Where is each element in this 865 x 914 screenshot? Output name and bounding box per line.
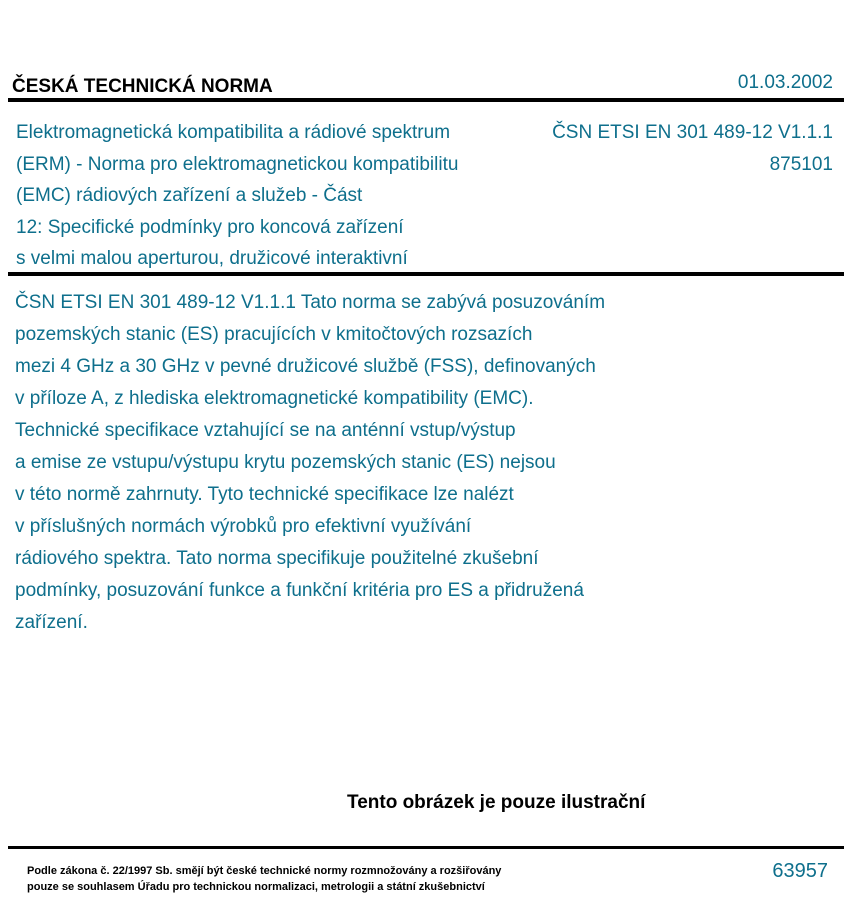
- copyright-notice: [27, 863, 501, 895]
- standard-title-line: 12: Specifické podmínky pro koncová zařízení: [16, 216, 404, 238]
- abstract-line: v této normě zahrnuty. Tyto technické specifikace lze nalézt: [15, 484, 514, 505]
- abstract-line: podmínky, posuzování funkce a funkční kritéria pro ES a přidružená: [15, 580, 584, 601]
- standard-identifiers: [552, 117, 833, 180]
- standard-title-line: s velmi malou aperturou, družicové interaktivní: [16, 248, 408, 269]
- standard-title-line: Elektromagnetická kompatibilita a rádiové spektrum: [16, 122, 451, 143]
- abstract-line: mezi 4 GHz a 30 GHz v pevné družicové službě (FSS), definovaných: [15, 356, 596, 377]
- document-title: ČESKÁ TECHNICKÁ NORMA: [12, 76, 273, 97]
- abstract-line: a emise ze vstupu/výstupu krytu pozemských stanic (ES) nejsou: [15, 452, 556, 473]
- footer-divider: [8, 846, 844, 849]
- catalog-number: 63957: [772, 860, 828, 882]
- abstract-text: [15, 287, 715, 639]
- copyright-line: pouze se souhlasem Úřadu pro technickou normalizaci, metrologii a státní zkušebnictví: [27, 881, 485, 893]
- title-divider: [8, 272, 844, 276]
- abstract-line: v příloze A, z hlediska elektromagnetické kompatibility (EMC).: [15, 388, 534, 409]
- abstract-line: rádiového spektra. Tato norma specifikuje použitelné zkušební: [15, 548, 539, 569]
- abstract-line: Technické specifikace vztahující se na anténní vstup/výstup: [15, 420, 516, 441]
- abstract-line: ČSN ETSI EN 301 489-12 V1.1.1 Tato norma se zabývá posuzováním: [15, 292, 606, 313]
- class-number: 875101: [769, 153, 833, 175]
- copyright-line: Podle zákona č. 22/1997 Sb. smějí být české technické normy rozmnožovány a rozšiřovány: [27, 865, 502, 877]
- abstract-line: zařízení.: [15, 612, 88, 633]
- standard-title: [16, 117, 516, 275]
- header-divider: [8, 98, 844, 102]
- abstract-line: pozemských stanic (ES) pracujících v kmitočtových rozsazích: [15, 324, 533, 345]
- standard-title-line: (EMC) rádiových zařízení a služeb - Část: [16, 185, 363, 206]
- standard-title-line: (ERM) - Norma pro elektromagnetickou kompatibilitu: [16, 153, 459, 175]
- standard-code: ČSN ETSI EN 301 489-12 V1.1.1: [552, 122, 833, 143]
- publication-date: 01.03.2002: [737, 72, 833, 93]
- abstract-line: v příslušných normách výrobků pro efektivní využívání: [15, 516, 472, 537]
- illustration-note: Tento obrázek je pouze ilustrační: [347, 792, 646, 813]
